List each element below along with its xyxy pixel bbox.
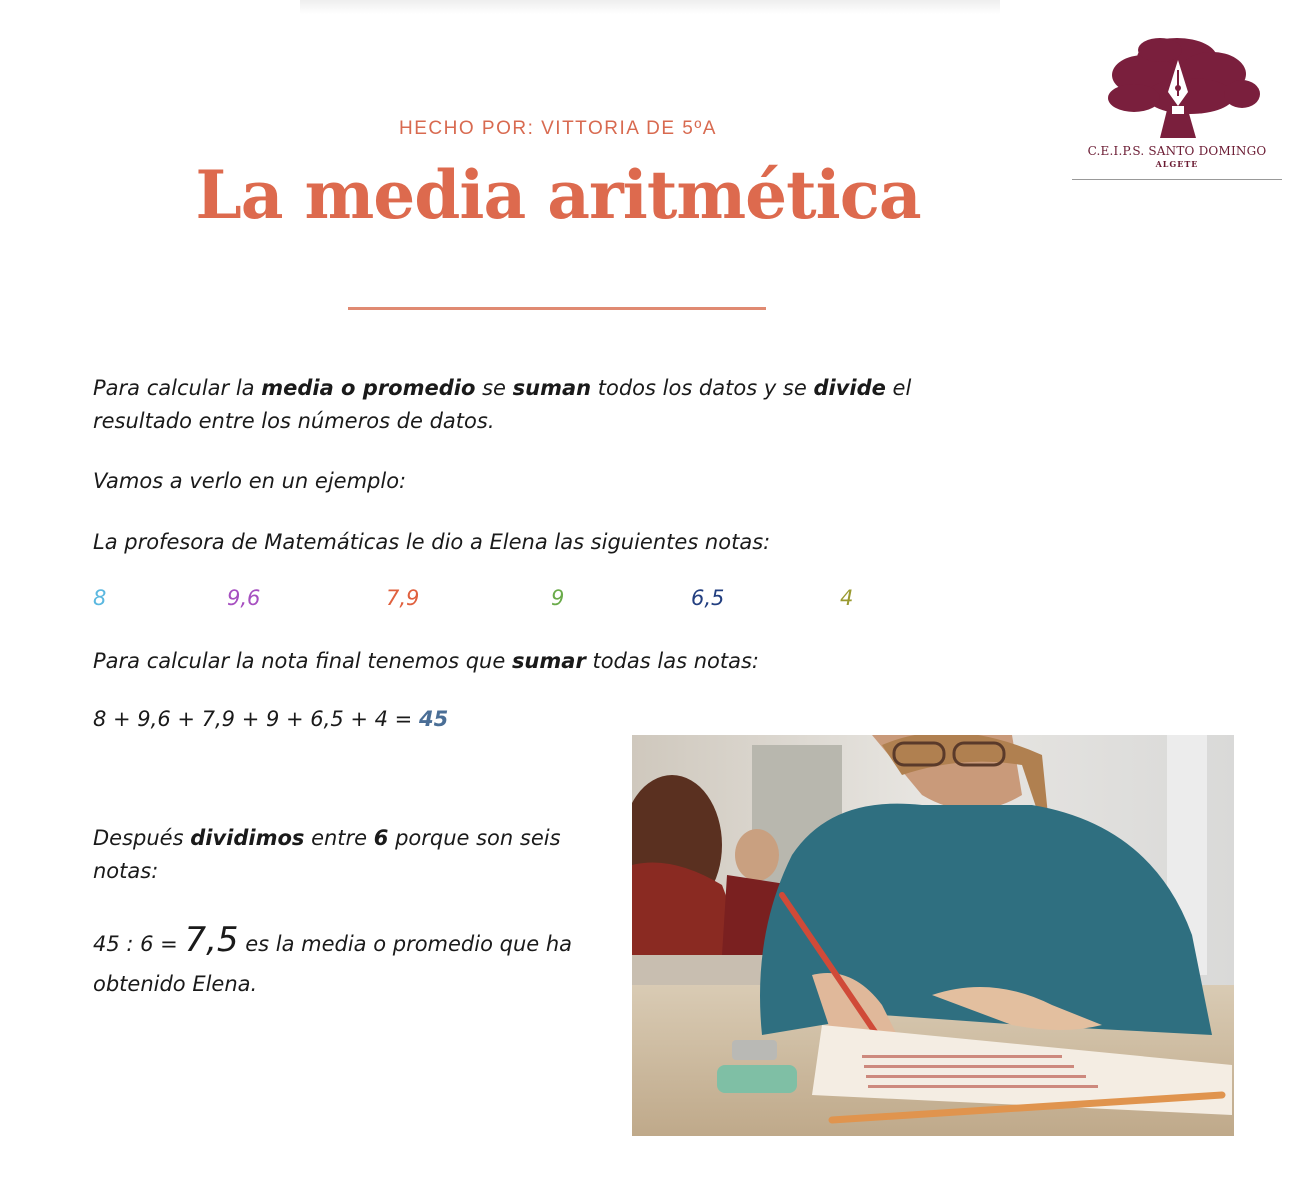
logo-underline bbox=[1072, 179, 1282, 180]
grade-value: 4 bbox=[840, 586, 854, 610]
sum-result: 45 bbox=[418, 707, 449, 731]
intro-bold-media: media o promedio bbox=[261, 376, 476, 400]
sum-expression: 8 + 9,6 + 7,9 + 9 + 6,5 + 4 = bbox=[93, 707, 419, 731]
intro-text-3: todos los datos y se bbox=[591, 376, 814, 400]
intro-bold-divide: divide bbox=[813, 376, 886, 400]
student-exam-photo bbox=[632, 735, 1234, 1136]
intro-text-4: el resultado entre los números de datos. bbox=[93, 376, 912, 433]
title-divider bbox=[348, 307, 766, 310]
sum-intro-text-2: todas las notas: bbox=[585, 649, 759, 673]
page-title: La media aritmética bbox=[195, 156, 921, 234]
author-byline: HECHO POR: VITTORIA DE 5ºA bbox=[399, 118, 717, 139]
grade-value: 6,5 bbox=[691, 586, 725, 610]
top-shadow bbox=[300, 0, 1000, 14]
school-name: C.E.I.P.S. SANTO DOMINGO bbox=[1087, 144, 1267, 158]
intro-text-2: se bbox=[475, 376, 513, 400]
division-mean-value: 7,5 bbox=[184, 920, 239, 960]
sum-intro bbox=[93, 645, 759, 678]
school-location: ALGETE bbox=[1155, 159, 1199, 169]
intro-text-1: Para calcular la bbox=[93, 376, 262, 400]
school-logo bbox=[1072, 30, 1282, 182]
grade-value: 8 bbox=[93, 586, 107, 610]
sum-intro-text-1: Para calcular la nota final tenemos que bbox=[93, 649, 512, 673]
sum-equation bbox=[93, 703, 448, 736]
student-writing-photo-icon bbox=[632, 735, 1234, 1136]
tree-pen-logo-icon bbox=[1072, 30, 1282, 142]
division-expression: 45 : 6 = bbox=[93, 932, 185, 956]
sum-intro-bold: sumar bbox=[511, 649, 586, 673]
divide-text-1: Después bbox=[93, 826, 191, 850]
divide-intro bbox=[93, 822, 603, 888]
divide-bold-dividimos: dividimos bbox=[190, 826, 305, 850]
division-text: es la media o promedio que ha obtenido Elena. bbox=[93, 932, 573, 996]
divide-text-3: porque son seis notas: bbox=[93, 826, 561, 883]
grade-value: 7,9 bbox=[386, 586, 420, 610]
intro-bold-suman: suman bbox=[512, 376, 592, 400]
grade-value: 9,6 bbox=[227, 586, 261, 610]
divide-text-2: entre bbox=[304, 826, 374, 850]
divide-bold-six: 6 bbox=[373, 826, 389, 850]
intro-paragraph bbox=[93, 372, 973, 438]
division-result bbox=[93, 920, 613, 1004]
grades-intro: La profesora de Matemáticas le dio a Elena las siguientes notas: bbox=[93, 530, 771, 554]
grade-value: 9 bbox=[551, 586, 565, 610]
example-intro: Vamos a verlo en un ejemplo: bbox=[93, 469, 407, 493]
